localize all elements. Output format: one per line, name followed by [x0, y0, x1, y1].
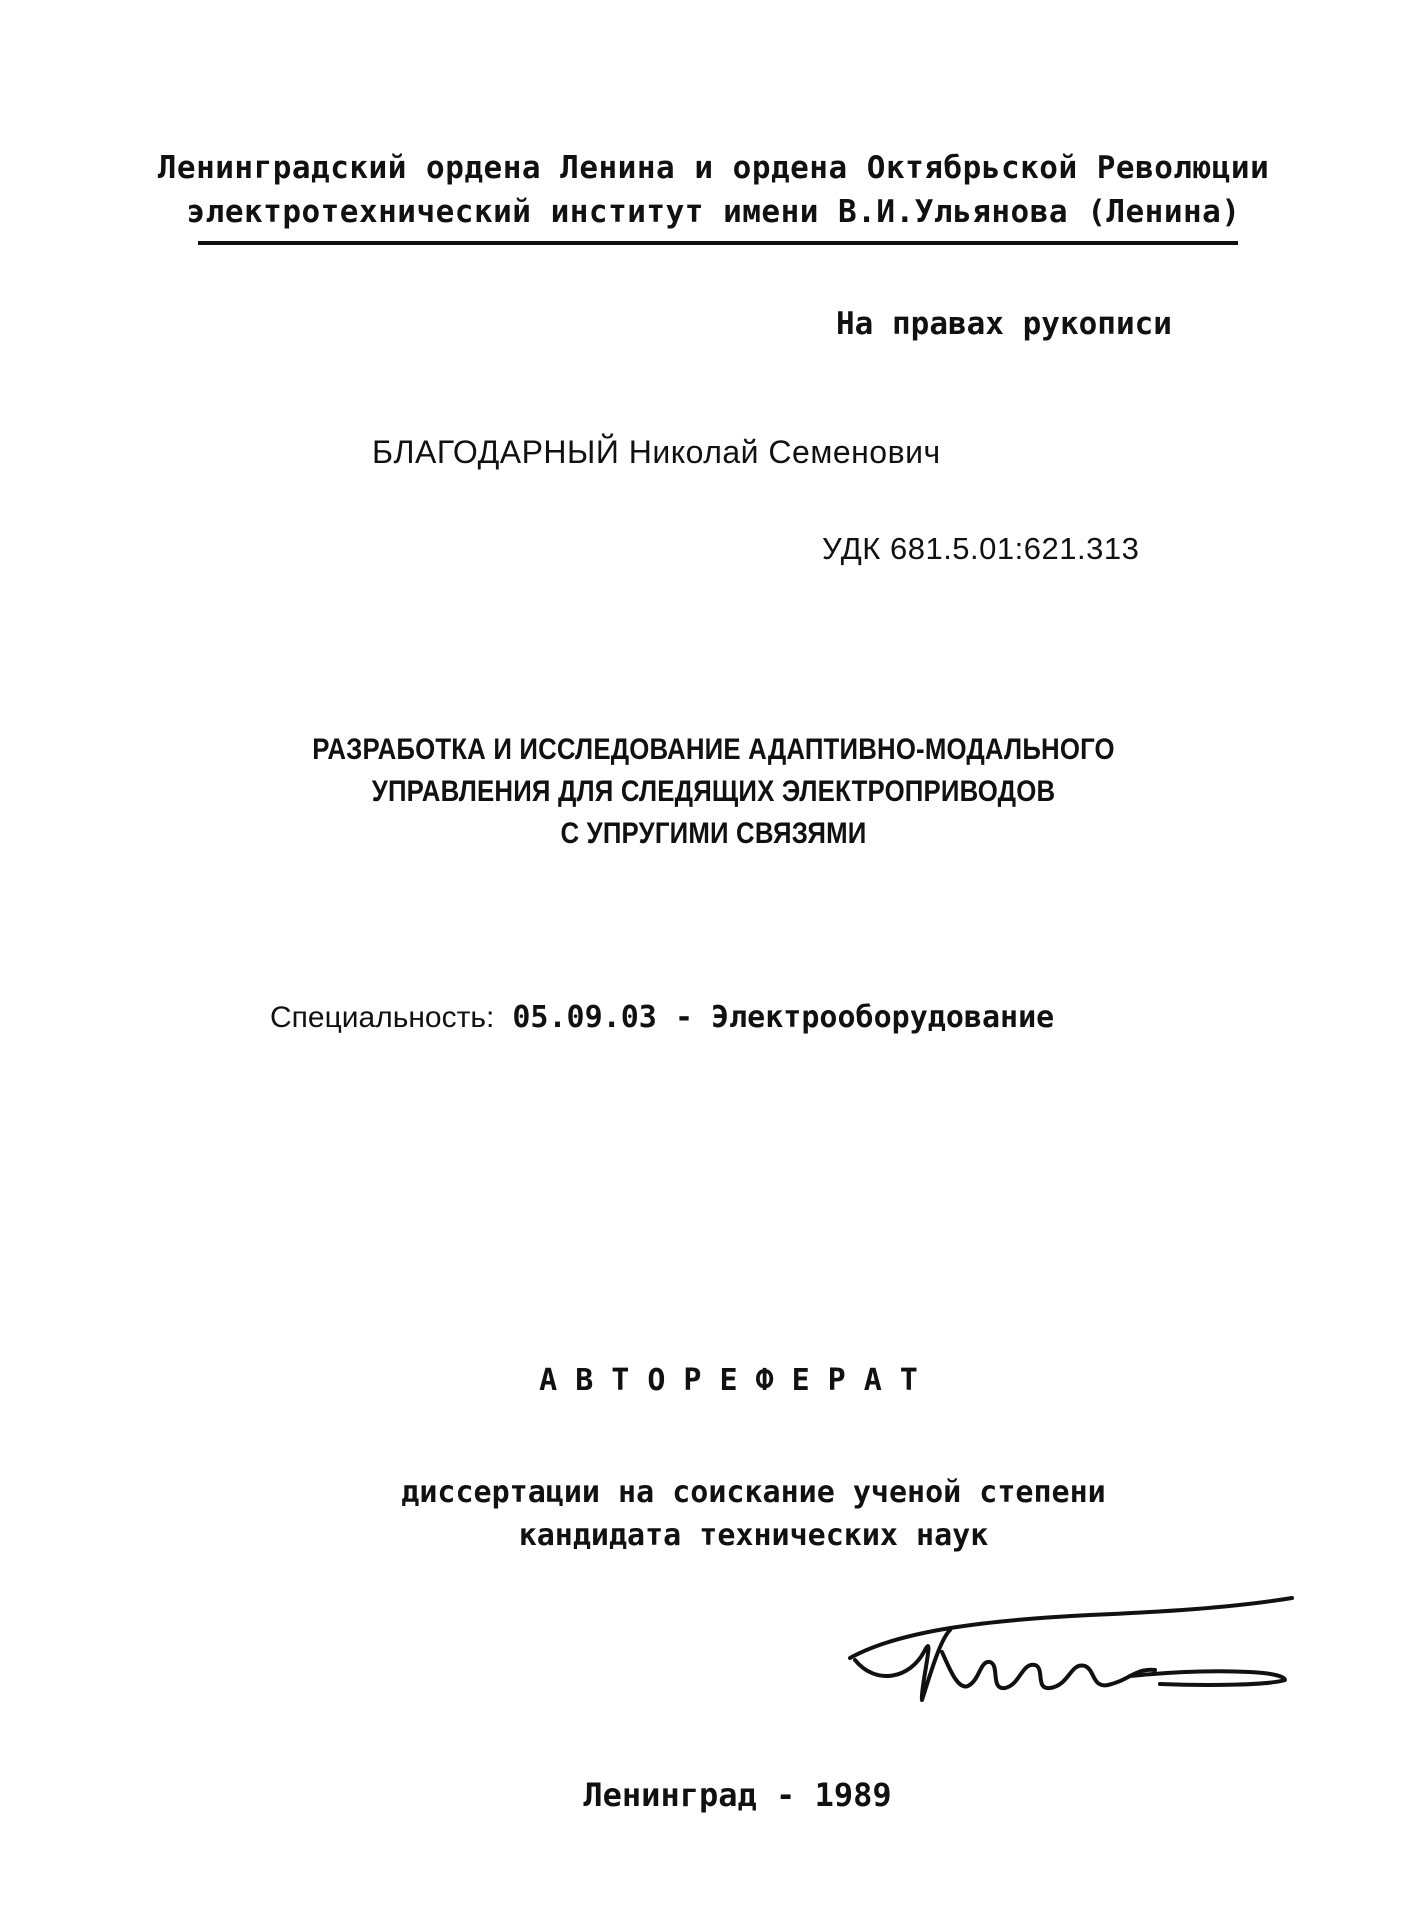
degree-line-1: диссертации на соискание ученой степени: [401, 1475, 1106, 1510]
rights-note: На правах рукописи: [836, 306, 1172, 342]
title-line-1: РАЗРАБОТКА И ИССЛЕДОВАНИЕ АДАПТИВНО-МОДАЛЬНОГО: [312, 733, 1115, 766]
institution-line-2: электротехнический институт имени В.И.Ульянова (Ленина): [186, 194, 1241, 230]
genre-title: АВТОРЕФЕРАТ: [539, 1363, 936, 1398]
title-line-2: УПРАВЛЕНИЯ ДЛЯ СЛЕДЯЩИХ ЭЛЕКТРОПРИВОДОВ: [371, 775, 1056, 808]
title-line-3: С УПРУГИМИ СВЯЗЯМИ: [560, 817, 867, 850]
specialty: [270, 1000, 1054, 1035]
author-name: БЛАГОДАРНЫЙ Николай Семенович: [372, 434, 941, 470]
degree-line-2: кандидата технических наук: [518, 1518, 989, 1553]
specialty-code: 05.09.03: [512, 1000, 657, 1035]
institution-line-1: Ленинградский ордена Ленина и ордена Октябрьской Революции: [157, 150, 1270, 186]
udk-code: УДК 681.5.01:621.313: [822, 531, 1140, 566]
city-year: Ленинград - 1989: [583, 1776, 892, 1814]
specialty-label: Специальность:: [270, 1001, 495, 1034]
header-divider: [198, 241, 1238, 245]
handwritten-signature-icon: [830, 1590, 1300, 1720]
specialty-name: - Электрооборудование: [674, 1000, 1055, 1035]
